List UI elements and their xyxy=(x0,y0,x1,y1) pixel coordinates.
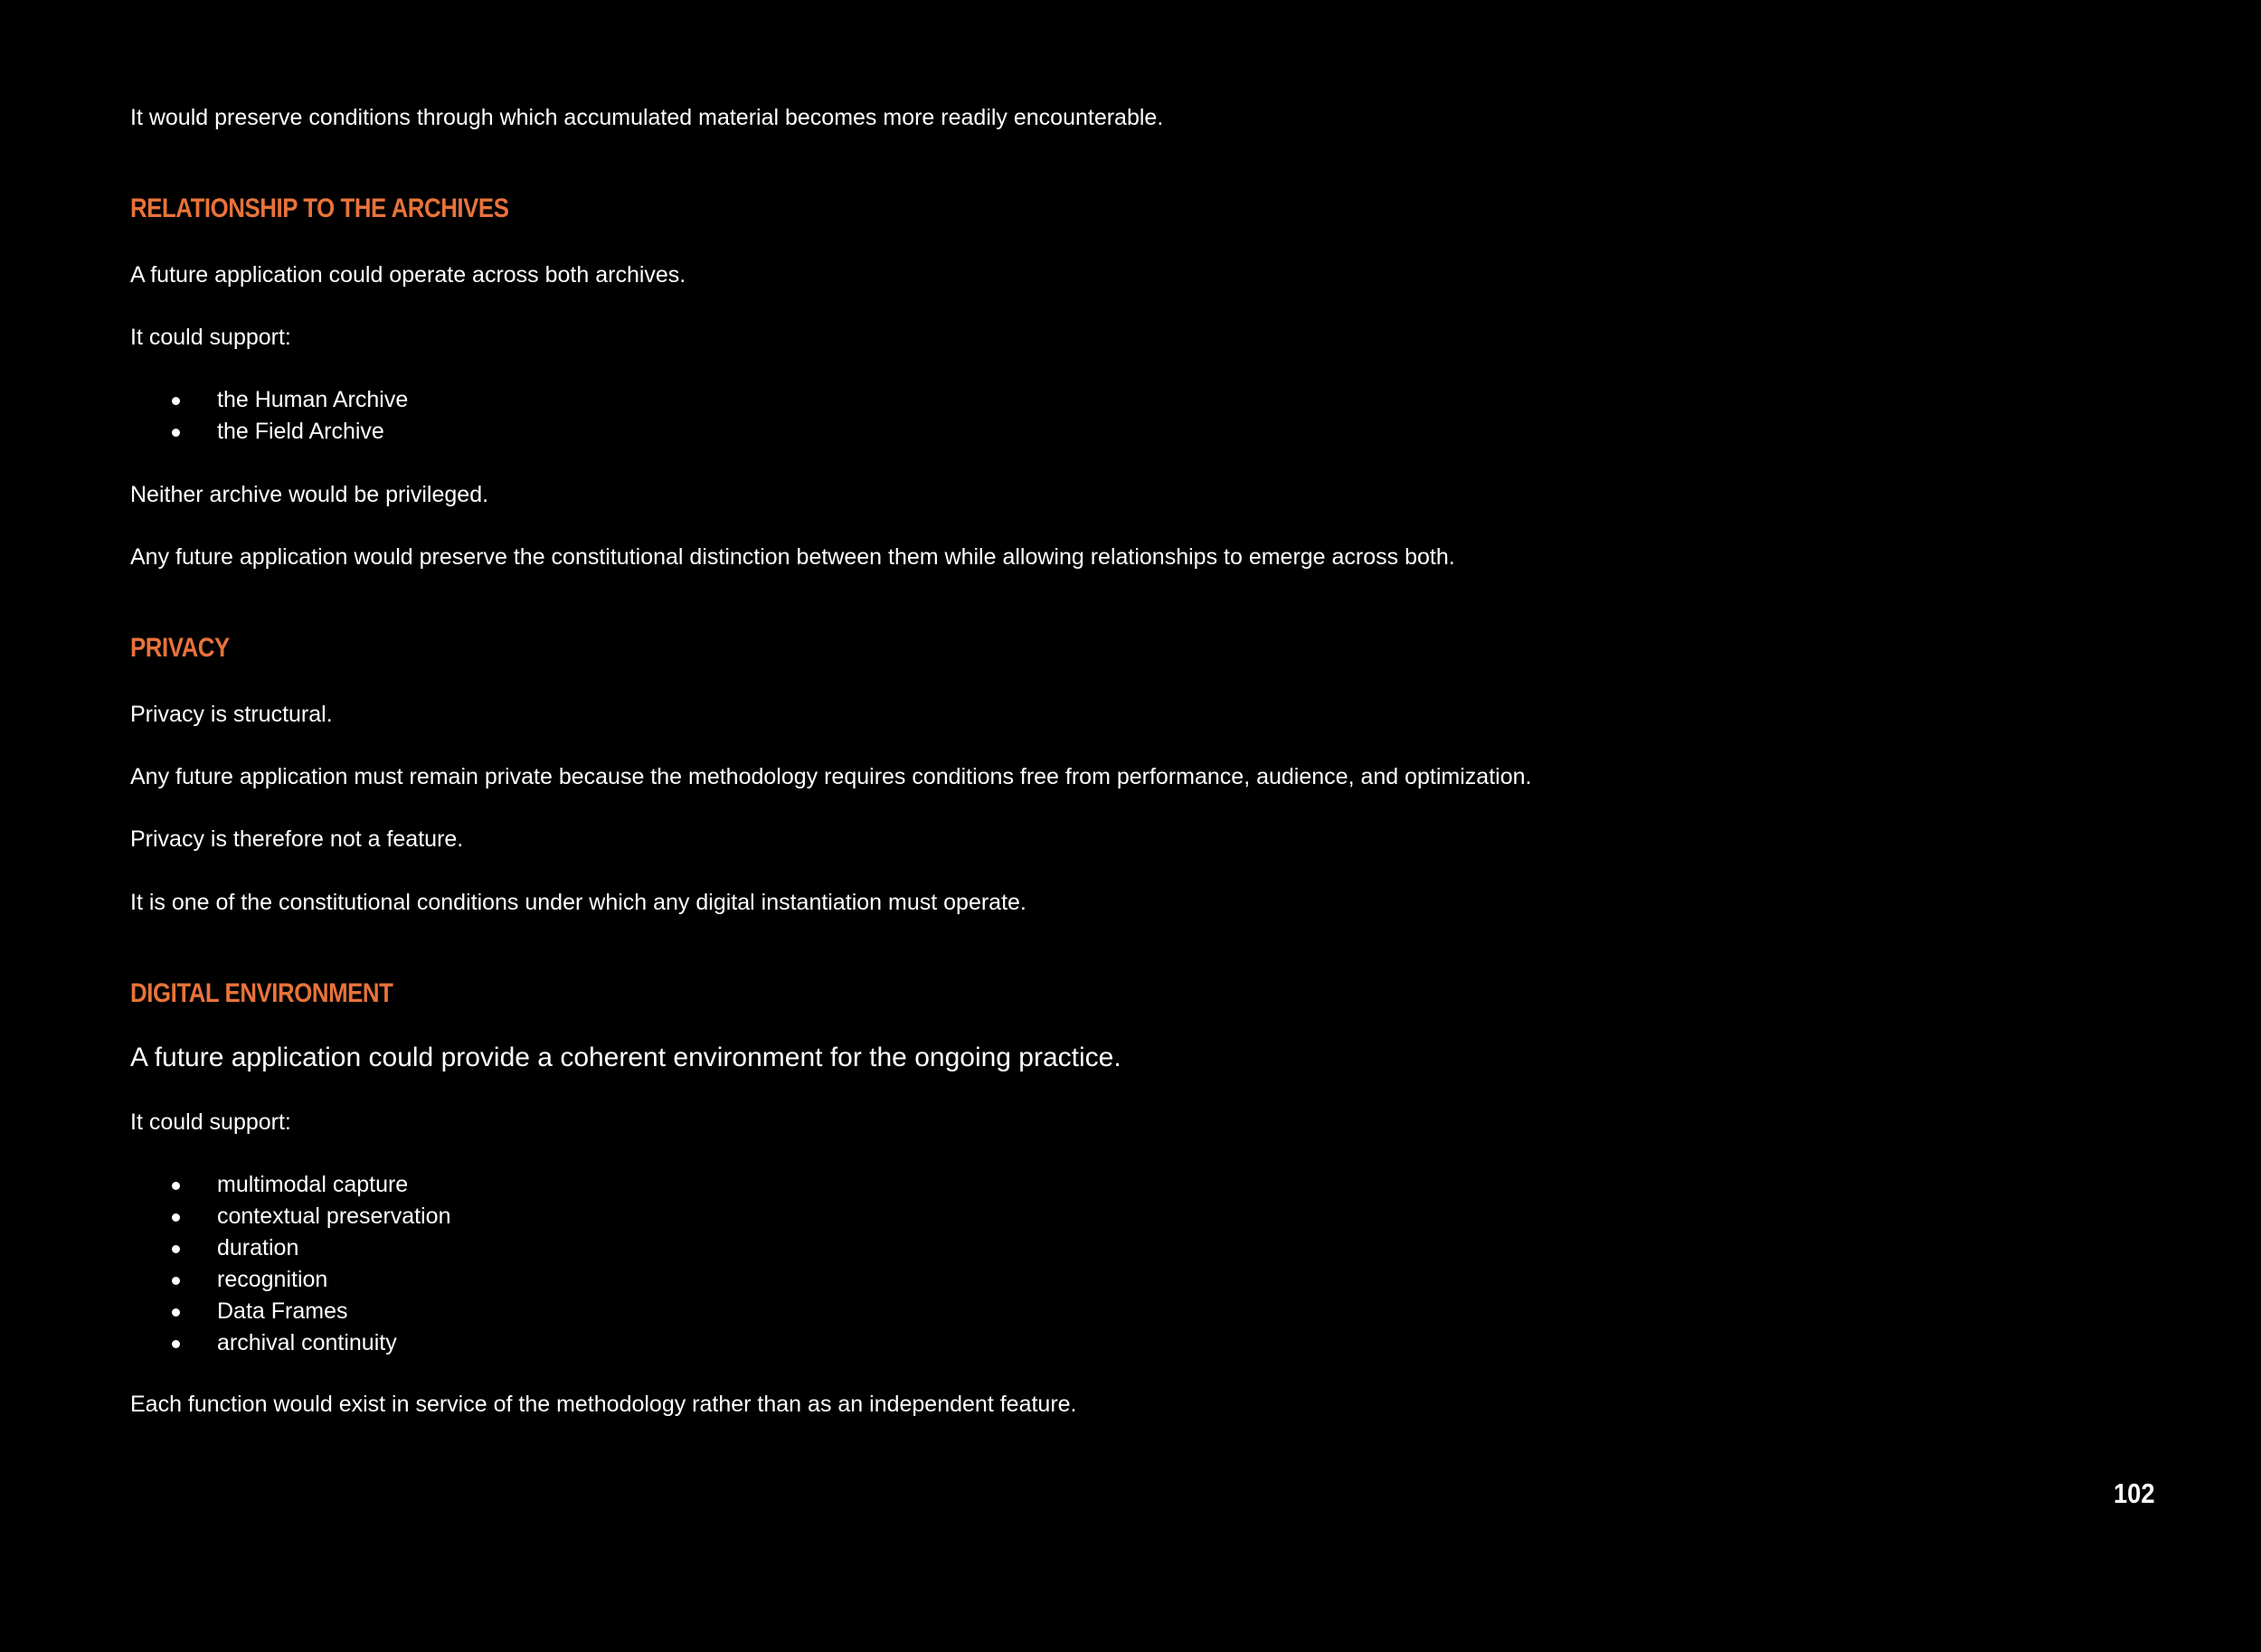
list-item: recognition xyxy=(130,1265,450,1297)
list-item: archival continuity xyxy=(130,1328,450,1360)
bullet-icon xyxy=(172,429,180,437)
digital-lead-paragraph: A future application could provide a coherent environment for the ongoing practice. xyxy=(130,1043,1121,1072)
bullet-icon xyxy=(172,1182,180,1190)
section-heading-digital-environment: DIGITAL ENVIRONMENT xyxy=(130,978,393,1008)
bullet-icon xyxy=(172,397,180,405)
privacy-paragraph-2: Any future application must remain private because the methodology requires conditions free from performance, audience, and optimization. xyxy=(130,764,1532,789)
privacy-paragraph-4: It is one of the constitutional conditions under which any digital instantiation must operate. xyxy=(130,890,1026,915)
privacy-paragraph-1: Privacy is structural. xyxy=(130,702,333,727)
list-item: multimodal capture xyxy=(130,1170,450,1202)
digital-paragraph-1: It could support: xyxy=(130,1109,291,1135)
bullet-icon xyxy=(172,1277,180,1285)
archives-paragraph-1: A future application could operate across both archives. xyxy=(130,262,686,288)
page-number: 102 xyxy=(2114,1477,2155,1509)
archives-paragraph-4: Any future application would preserve the constitutional distinction between them while allowing relationships to emerge across both. xyxy=(130,544,1455,570)
list-item: contextual preservation xyxy=(130,1202,450,1233)
bullet-icon xyxy=(172,1245,180,1253)
bullet-icon xyxy=(172,1340,180,1348)
digital-bullet-list xyxy=(130,1170,450,1360)
list-item: the Human Archive xyxy=(130,385,408,417)
digital-paragraph-2: Each function would exist in service of the methodology rather than as an independent feature. xyxy=(130,1392,1077,1417)
archives-paragraph-2: It could support: xyxy=(130,325,291,350)
list-item: duration xyxy=(130,1233,450,1265)
section-heading-privacy: PRIVACY xyxy=(130,633,230,663)
bullet-icon xyxy=(172,1213,180,1222)
intro-paragraph: It would preserve conditions through which accumulated material becomes more readily encounterable. xyxy=(130,105,1164,130)
archives-bullet-list xyxy=(130,385,408,448)
section-heading-archives: RELATIONSHIP TO THE ARCHIVES xyxy=(130,194,509,223)
list-item: Data Frames xyxy=(130,1297,450,1328)
privacy-paragraph-3: Privacy is therefore not a feature. xyxy=(130,826,464,852)
list-item: the Field Archive xyxy=(130,417,408,448)
bullet-icon xyxy=(172,1308,180,1317)
archives-paragraph-3: Neither archive would be privileged. xyxy=(130,482,489,507)
